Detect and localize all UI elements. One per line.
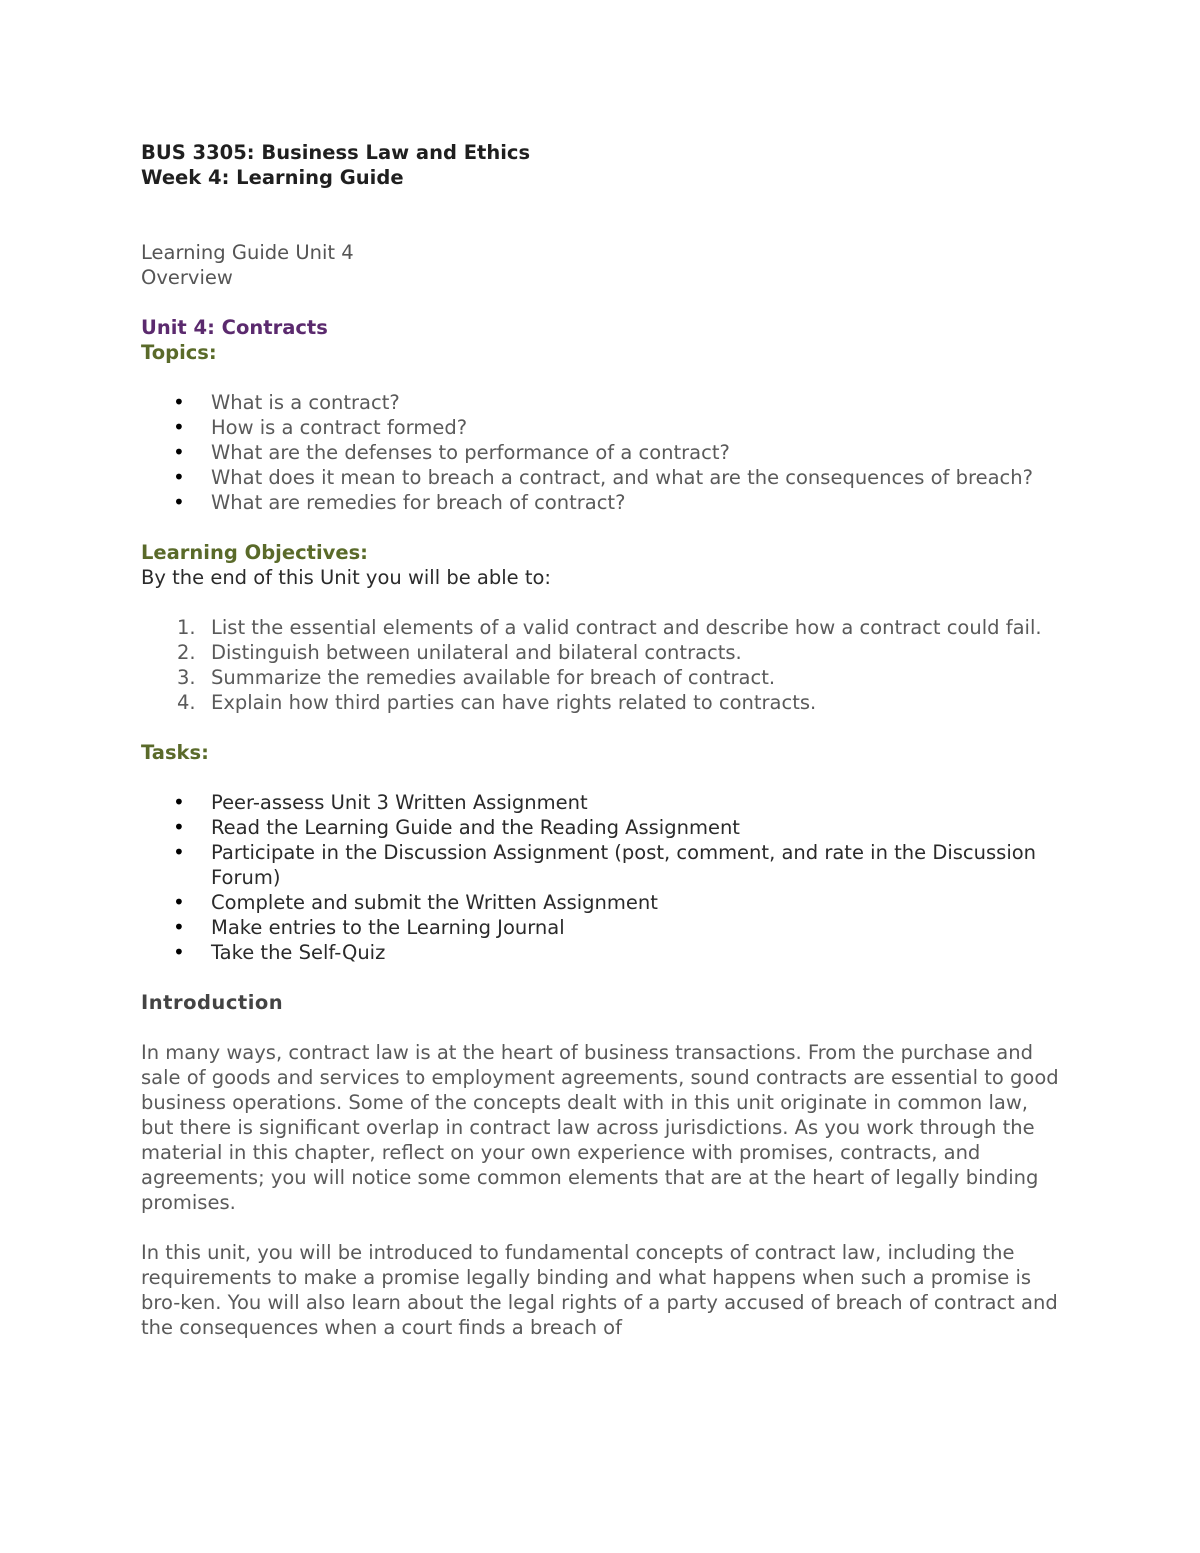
topics-heading: Topics: — [141, 341, 217, 364]
objective-item — [141, 615, 1061, 640]
objective-text: Distinguish between unilateral and bilateral contracts. — [211, 641, 742, 664]
introduction-paragraph: In this unit, you will be introduced to fundamental concepts of contract law, including the requirements to make a promise legally binding and what happens when such a promise is bro-ken. You will also learn about the legal rights of a party accused of breach of contract and the consequences when a court finds a breach of — [141, 1241, 1058, 1339]
document-page — [141, 140, 1061, 1340]
overview-label: Overview — [141, 266, 233, 289]
topic-item: • What does it mean to breach a contract, and what are the consequences of breach? — [141, 465, 1061, 490]
objective-item — [141, 665, 1061, 690]
spacer — [141, 365, 1061, 390]
spacer — [141, 290, 1061, 315]
objective-item — [141, 640, 1061, 665]
topic-item: • What are the defenses to performance of a contract? — [141, 440, 1061, 465]
tasks-heading: Tasks: — [141, 741, 209, 764]
spacer — [141, 715, 1061, 740]
week-title: Week 4: Learning Guide — [141, 166, 404, 189]
tasks-list — [141, 790, 1061, 965]
introduction-heading: Introduction — [141, 991, 284, 1014]
task-item: • Peer-assess Unit 3 Written Assignment — [141, 790, 1061, 815]
objectives-heading: Learning Objectives: — [141, 541, 368, 564]
task-item: • Take the Self-Quiz — [141, 940, 1061, 965]
objective-text: List the essential elements of a valid contract and describe how a contract could fail. — [211, 616, 1042, 639]
topic-item: • How is a contract formed? — [141, 415, 1061, 440]
spacer — [141, 190, 1061, 240]
topics-list — [141, 390, 1061, 515]
learning-guide-unit-label: Learning Guide Unit 4 — [141, 241, 354, 264]
task-item: • Make entries to the Learning Journal — [141, 915, 1061, 940]
objectives-list — [141, 615, 1061, 715]
objective-number: 2. — [177, 641, 196, 664]
spacer — [141, 515, 1061, 540]
objective-item — [141, 690, 1061, 715]
topic-item: • What is a contract? — [141, 390, 1061, 415]
spacer — [141, 965, 1061, 990]
topic-item: • What are remedies for breach of contract? — [141, 490, 1061, 515]
task-item: • Read the Learning Guide and the Reading Assignment — [141, 815, 1061, 840]
unit-title: Unit 4: Contracts — [141, 316, 328, 339]
objective-number: 4. — [177, 691, 196, 714]
objective-number: 1. — [177, 616, 196, 639]
spacer — [141, 1215, 1061, 1240]
task-item: • Participate in the Discussion Assignment (post, comment, and rate in the Discussion Forum) — [141, 840, 1061, 890]
task-item: • Complete and submit the Written Assignment — [141, 890, 1061, 915]
objective-number: 3. — [177, 666, 196, 689]
spacer — [141, 765, 1061, 790]
objective-text: Summarize the remedies available for breach of contract. — [211, 666, 776, 689]
objective-text: Explain how third parties can have rights related to contracts. — [211, 691, 817, 714]
spacer — [141, 1015, 1061, 1040]
objectives-intro: By the end of this Unit you will be able to: — [141, 566, 552, 589]
introduction-paragraph: In many ways, contract law is at the heart of business transactions. From the purchase and sale of goods and services to employment agreements, sound contracts are essential to good business operations. Some of the concepts dealt with in this unit originate in common law, but there is significant overlap in contract law across jurisdictions. As you work through the material in this chapter, reflect on your own experience with promises, contracts, and agreements; you will notice some common elements that are at the heart of legally binding promises. — [141, 1041, 1059, 1214]
spacer — [141, 590, 1061, 615]
course-title: BUS 3305: Business Law and Ethics — [141, 141, 531, 164]
